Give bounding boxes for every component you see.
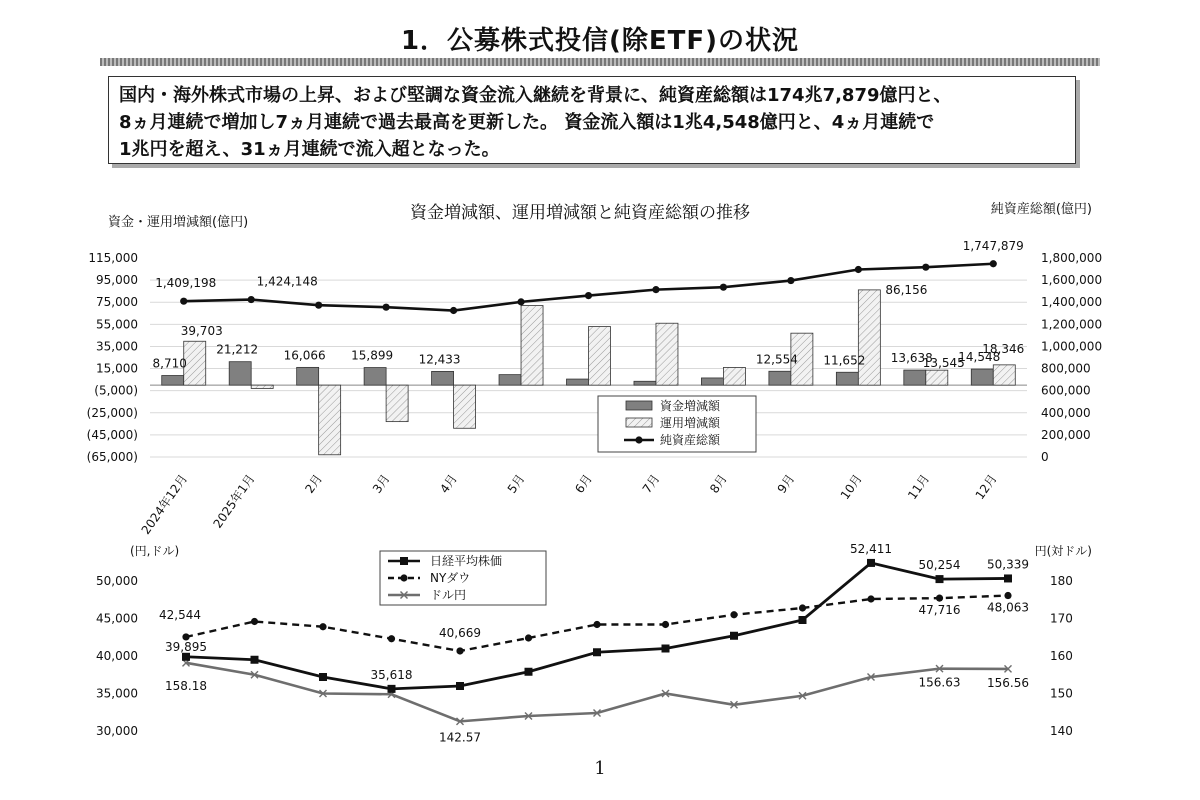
chart1-return-data-label: 39,703 bbox=[180, 324, 223, 339]
chart2-y2-tick-label: 180 bbox=[1050, 574, 1073, 588]
chart2-nikkei-data-label: 50,254 bbox=[918, 558, 961, 573]
chart1-x-tick-label: 7月 bbox=[639, 471, 663, 496]
chart1-y2-tick-label: 200,000 bbox=[1041, 427, 1091, 442]
chart1-x-tick-label: 11月 bbox=[905, 471, 933, 503]
chart1-bar-flow bbox=[229, 362, 251, 385]
chart2-usdjpy-data-label: 142.57 bbox=[439, 730, 481, 745]
chart2-nydow-point bbox=[525, 634, 532, 641]
chart1-y2-tick-label: 1,800,000 bbox=[1041, 251, 1103, 265]
chart1-bar-return bbox=[521, 306, 543, 386]
chart1-bar-return bbox=[656, 323, 678, 385]
chart2-y2-tick-label: 160 bbox=[1050, 649, 1073, 663]
chart1-bar-return bbox=[723, 367, 745, 385]
chart2-nydow-point bbox=[799, 604, 806, 611]
chart2-nikkei-point bbox=[1004, 574, 1012, 582]
chart1-return-data-label: 18,346 bbox=[982, 341, 1025, 356]
chart1-x-tick-label: 3月 bbox=[369, 471, 393, 496]
summary-line-1: 国内・海外株式市場の上昇、および堅調な資金流入継続を背景に、純資産総額は174兆7,879億円と、 bbox=[119, 85, 952, 106]
chart1-legend bbox=[598, 396, 756, 452]
chart2-nydow-point bbox=[388, 635, 395, 642]
chart1-y-tick-label: (25,000) bbox=[86, 405, 138, 420]
chart1-y2-tick-label: 1,200,000 bbox=[1041, 317, 1103, 332]
chart1-nav-point bbox=[450, 307, 457, 314]
chart1-y2-tick-label: 0 bbox=[1041, 450, 1049, 464]
chart1-bar-return bbox=[926, 370, 948, 385]
chart1-y-tick-label: 15,000 bbox=[96, 361, 138, 376]
chart1-nav-point bbox=[652, 286, 659, 293]
chart2-legend-marker-nydow bbox=[400, 574, 407, 581]
chart2-legend bbox=[380, 551, 546, 605]
chart1-y-tick-label: (45,000) bbox=[86, 427, 138, 442]
chart1-bar-flow bbox=[971, 369, 993, 385]
chart1-legend-label-return: 運用増減額 bbox=[660, 416, 721, 430]
chart2-y-tick-label: 40,000 bbox=[96, 649, 138, 663]
chart1-x-tick-label: 2024年12月 bbox=[138, 471, 191, 537]
chart1-bar-return bbox=[589, 327, 611, 386]
page-title: 1．公募株式投信(除ETF)の状況 bbox=[400, 26, 800, 56]
chart2-legend-marker-nikkei bbox=[400, 557, 408, 565]
chart2-y2-tick-label: 170 bbox=[1050, 611, 1073, 626]
chart1-nav-data-label: 1,747,879 bbox=[962, 238, 1024, 253]
chart2-y-tick-label: 45,000 bbox=[96, 611, 138, 626]
chart1-legend-swatch-return bbox=[626, 418, 652, 427]
chart1-nav-point bbox=[315, 302, 322, 309]
chart2-legend-label-usdjpy: ドル円 bbox=[430, 588, 467, 602]
chart1-bar-flow bbox=[432, 371, 454, 385]
chart2-nikkei-point bbox=[456, 682, 464, 690]
chart1-title: 資金増減額、運用増減額と純資産総額の推移 bbox=[410, 203, 750, 223]
chart2-nikkei-point bbox=[662, 645, 670, 653]
chart1-flow-data-label: 15,899 bbox=[351, 348, 394, 363]
chart2-legend-label-nydow: NYダウ bbox=[430, 571, 471, 585]
chart1-legend-label-flow: 資金増減額 bbox=[660, 399, 721, 413]
chart1-x-tick-label: 12月 bbox=[972, 471, 1000, 503]
chart2-nikkei-point bbox=[319, 673, 327, 681]
chart2-nydow-point bbox=[662, 621, 669, 628]
chart1-bar-flow bbox=[567, 379, 589, 385]
chart2-left-axis-label: (円,ドル) bbox=[130, 544, 180, 558]
page-number: 1 bbox=[594, 758, 606, 779]
chart2-nydow-point bbox=[456, 647, 463, 654]
chart1-nav-point bbox=[517, 298, 524, 305]
chart2-nikkei-point bbox=[525, 668, 533, 676]
chart1-x-tick-label: 9月 bbox=[774, 471, 798, 496]
chart1-bar-flow bbox=[162, 376, 184, 386]
chart1-nav-point bbox=[990, 260, 997, 267]
chart1-flow-data-label: 16,066 bbox=[283, 348, 326, 363]
chart1-flow-data-label: 8,710 bbox=[152, 356, 187, 371]
chart1-x-tick-label: 5月 bbox=[504, 471, 528, 496]
chart1-bar-flow bbox=[297, 367, 319, 385]
chart1-nav-point bbox=[585, 292, 592, 299]
chart2-y2-tick-label: 150 bbox=[1050, 686, 1073, 701]
chart2-y-tick-label: 30,000 bbox=[96, 724, 138, 738]
chart1-x-tick-label: 8月 bbox=[707, 471, 730, 496]
chart1-bar-return bbox=[858, 290, 880, 385]
chart1-nav-data-label: 1,424,148 bbox=[256, 274, 318, 289]
chart1-nav-data-label: 1,409,198 bbox=[155, 276, 217, 291]
chart2-nikkei-point bbox=[867, 559, 875, 567]
chart1-y2-tick-label: 1,400,000 bbox=[1041, 295, 1103, 310]
chart1-bar-return bbox=[319, 385, 341, 455]
chart2-y-tick-label: 50,000 bbox=[96, 574, 138, 588]
chart1-x-tick-label: 2025年1月 bbox=[210, 471, 258, 531]
chart2-y-tick-label: 35,000 bbox=[96, 686, 138, 701]
chart2-nikkei-point bbox=[251, 656, 259, 664]
chart1-flow-data-label: 13,638 bbox=[890, 351, 933, 366]
chart2-nydow-data-label: 42,544 bbox=[159, 607, 201, 622]
chart2-nydow-data-label: 40,669 bbox=[439, 625, 481, 640]
chart1-y-tick-label: 115,000 bbox=[88, 251, 138, 265]
chart1-nav-point bbox=[922, 264, 929, 271]
chart2-nikkei-point bbox=[388, 685, 396, 693]
chart1-y2-tick-label: 800,000 bbox=[1041, 361, 1091, 376]
chart1-y2-tick-label: 400,000 bbox=[1041, 405, 1091, 420]
chart2-legend-label-nikkei: 日経平均株価 bbox=[430, 554, 503, 568]
chart1-nav-point bbox=[248, 296, 255, 303]
chart2-usdjpy-data-label: 156.56 bbox=[987, 675, 1029, 690]
summary-line-2: 8ヵ月連続で増加し7ヵ月連続で過去最高を更新した。 資金流入額は1兆4,548億円と、4ヵ月連続で bbox=[119, 112, 935, 133]
chart2-nydow-point bbox=[730, 611, 737, 618]
chart1-flow-data-label: 12,554 bbox=[755, 352, 798, 367]
chart1-y2-tick-label: 1,000,000 bbox=[1041, 339, 1103, 354]
chart1-y-tick-label: 55,000 bbox=[96, 317, 138, 332]
chart1-bar-return bbox=[184, 341, 206, 385]
chart1-y2-tick-label: 1,600,000 bbox=[1041, 273, 1103, 288]
summary-line-3: 1兆円を超え、31ヵ月連続で流入超となった。 bbox=[119, 139, 500, 160]
chart2-nikkei-point bbox=[799, 616, 807, 624]
chart2-nydow-point bbox=[319, 623, 326, 630]
chart2-nikkei-point bbox=[182, 653, 190, 661]
chart2-nikkei-point bbox=[936, 575, 944, 583]
chart1-y2-tick-label: 600,000 bbox=[1041, 383, 1091, 398]
chart1-legend-label-nav: 純資産総額 bbox=[660, 433, 721, 447]
chart2-nikkei-data-label: 50,339 bbox=[987, 557, 1029, 572]
chart1-bar-flow bbox=[634, 381, 656, 385]
chart2-nikkei-data-label: 35,618 bbox=[370, 667, 413, 682]
chart1-x-tick-label: 6月 bbox=[572, 471, 595, 496]
chart1-bar-flow bbox=[701, 378, 723, 385]
chart1-y-tick-label: 75,000 bbox=[96, 295, 138, 310]
chart1-y-tick-label: (5,000) bbox=[94, 383, 138, 398]
chart1-nav-point bbox=[855, 266, 862, 273]
chart1-x-tick-label: 10月 bbox=[837, 471, 865, 503]
chart1-bar-flow bbox=[836, 372, 858, 385]
chart1-left-axis-label: 資金・運用増減額(億円) bbox=[108, 215, 249, 230]
chart2-nikkei-data-label: 39,895 bbox=[165, 639, 207, 654]
chart1-y-tick-label: 95,000 bbox=[96, 273, 138, 288]
chart1-return-data-label: 13,545 bbox=[922, 356, 965, 371]
chart1-nav-point bbox=[383, 304, 390, 311]
chart2-nydow-data-label: 48,063 bbox=[987, 600, 1029, 615]
chart1-y-tick-label: 35,000 bbox=[96, 339, 138, 354]
chart1-flow-data-label: 11,652 bbox=[823, 353, 866, 368]
chart2-nydow-point bbox=[867, 595, 874, 602]
chart1-flow-data-label: 21,212 bbox=[216, 342, 259, 357]
chart2-nydow-point bbox=[936, 595, 943, 602]
chart2-nydow-point bbox=[593, 621, 600, 628]
chart2-right-axis-label: 円(対ドル) bbox=[1034, 544, 1092, 558]
chart2-usdjpy-data-label: 156.63 bbox=[918, 675, 961, 690]
chart1-bar-flow bbox=[499, 375, 521, 386]
chart2-nydow-point bbox=[1004, 592, 1011, 599]
chart1-legend-marker-nav bbox=[635, 436, 642, 443]
chart1-x-tick-label: 2月 bbox=[302, 471, 326, 496]
chart1-bar-return bbox=[993, 365, 1015, 385]
chart1-nav-point bbox=[787, 277, 794, 284]
chart1-right-axis-label: 純資産総額(億円) bbox=[990, 202, 1092, 217]
chart1-flow-data-label: 12,433 bbox=[418, 352, 461, 367]
chart2-nikkei-point bbox=[730, 632, 738, 640]
chart1-nav-point bbox=[180, 298, 187, 305]
chart1-bar-flow bbox=[364, 368, 386, 386]
chart1-bar-flow bbox=[769, 371, 791, 385]
chart1-x-tick-label: 4月 bbox=[437, 471, 461, 496]
chart2-nydow-data-label: 47,716 bbox=[918, 603, 961, 618]
chart1-y-tick-label: (65,000) bbox=[86, 450, 138, 464]
chart2-y2-tick-label: 140 bbox=[1050, 724, 1073, 738]
chart2-nikkei-data-label: 52,411 bbox=[850, 541, 892, 556]
chart1-flow-data-label: 14,548 bbox=[958, 350, 1001, 365]
chart2-usdjpy-data-label: 158.18 bbox=[165, 678, 207, 693]
chart1-legend-swatch-flow bbox=[626, 401, 652, 410]
chart1-bar-return bbox=[251, 385, 273, 388]
chart1-nav-point bbox=[720, 284, 727, 291]
chart2-nydow-point bbox=[251, 618, 258, 625]
chart2-nikkei-point bbox=[593, 648, 601, 656]
chart1-bar-return bbox=[454, 385, 476, 428]
chart1-bar-flow bbox=[904, 370, 926, 385]
chart1-bar-return bbox=[386, 385, 408, 421]
chart1-return-data-label: 86,156 bbox=[885, 282, 928, 297]
